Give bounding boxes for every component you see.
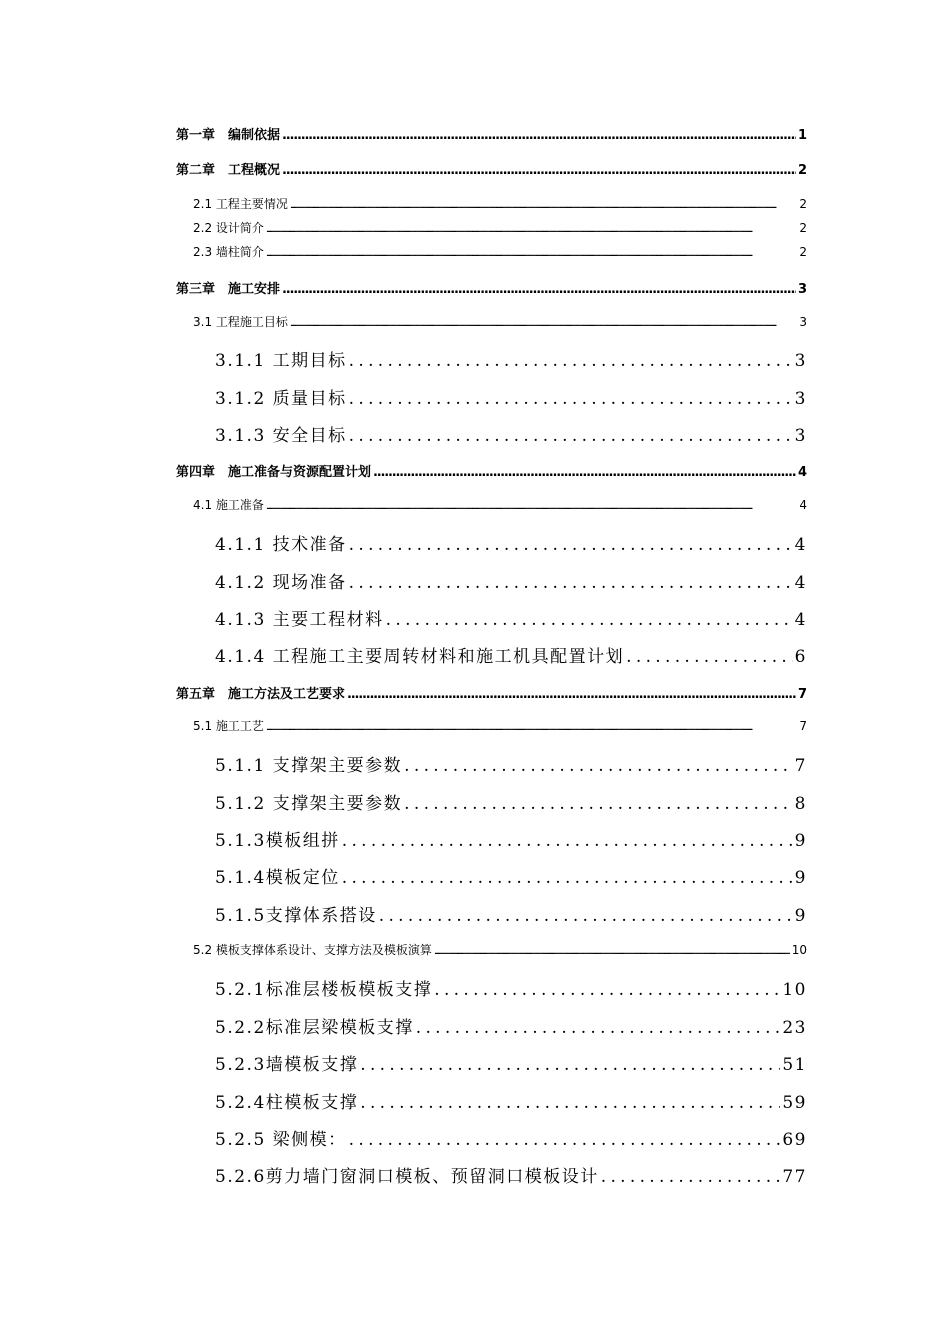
toc-dot-leader	[386, 610, 793, 630]
toc-entry-page-number: 10	[791, 943, 807, 957]
toc-dot-leader	[290, 318, 797, 329]
toc-entry[interactable]	[215, 901, 807, 926]
toc-dot-leader	[416, 1018, 781, 1038]
toc-entry-title: 第三章 施工安排	[176, 282, 281, 297]
toc-dot-leader	[342, 831, 793, 851]
toc-dot-leader	[266, 722, 797, 733]
toc-entry-title: 5.1.5支撑体系搭设	[215, 906, 377, 926]
toc-entry-page-number: 4	[794, 573, 807, 593]
toc-entry-title: 3.1.1 工期目标	[215, 351, 347, 371]
toc-entry-title: 5.2.2标准层梁模板支撑	[215, 1018, 414, 1038]
toc-entry[interactable]	[176, 278, 807, 297]
toc-entry-page-number: 3	[794, 426, 807, 446]
toc-entry-title: 5.2.4柱模板支撑	[215, 1093, 359, 1113]
toc-dot-leader	[349, 1130, 781, 1150]
toc-entry-page-number: 4	[797, 465, 807, 480]
toc-entry-page-number: 1	[797, 128, 807, 143]
toc-entry-title: 2.3 墙柱简介	[193, 245, 264, 259]
toc-entry-page-number: 77	[782, 1167, 807, 1187]
toc-entry[interactable]	[193, 313, 807, 330]
toc-entry[interactable]	[193, 243, 807, 260]
toc-entry-page-number: 8	[794, 794, 807, 814]
toc-entry-page-number: 9	[794, 868, 807, 888]
toc-entry[interactable]	[215, 421, 807, 446]
toc-entry-page-number: 3	[794, 351, 807, 371]
toc-entry-page-number: 9	[794, 831, 807, 851]
toc-entry[interactable]	[193, 195, 807, 212]
toc-dot-leader	[266, 248, 797, 259]
toc-entry-title: 3.1.3 安全目标	[215, 426, 347, 446]
toc-entry-title: 3.1 工程施工目标	[193, 315, 288, 329]
toc-dot-leader	[360, 1093, 780, 1113]
toc-entry[interactable]	[215, 346, 807, 371]
toc-entry-page-number: 3	[794, 389, 807, 409]
toc-entry-title: 第四章 施工准备与资源配置计划	[176, 465, 372, 480]
toc-entry-title: 4.1.4 工程施工主要周转材料和施工机具配置计划	[215, 647, 625, 667]
toc-entry-page-number: 51	[782, 1055, 807, 1075]
toc-entry-title: 5.2.3墙模板支撑	[215, 1055, 359, 1075]
toc-entry[interactable]	[215, 1050, 807, 1075]
toc-dot-leader	[266, 224, 797, 235]
toc-dot-leader	[290, 200, 797, 211]
toc-dot-leader	[373, 465, 796, 480]
toc-entry-title: 5.2.1标准层楼板模板支撑	[215, 980, 433, 1000]
toc-dot-leader	[379, 906, 793, 926]
toc-dot-leader	[349, 351, 793, 371]
toc-entry-page-number: 7	[797, 687, 807, 702]
toc-dot-leader	[266, 501, 797, 512]
toc-entry[interactable]	[215, 1088, 807, 1113]
toc-entry-page-number: 7	[794, 756, 807, 776]
toc-entry-title: 第一章 编制依据	[176, 128, 281, 143]
toc-entry-page-number: 7	[799, 719, 807, 733]
toc-dot-leader	[404, 794, 793, 814]
toc-entry-page-number: 4	[794, 610, 807, 630]
toc-entry[interactable]	[215, 1162, 807, 1187]
toc-entry-title: 5.1.2 支撑架主要参数	[215, 794, 403, 814]
toc-dot-leader	[342, 868, 793, 888]
toc-entry[interactable]	[176, 683, 807, 702]
toc-entry[interactable]	[215, 863, 807, 888]
toc-dot-leader	[434, 946, 790, 957]
toc-entry-page-number: 4	[799, 498, 807, 512]
toc-entry[interactable]	[176, 124, 807, 143]
toc-entry-page-number: 69	[782, 1130, 807, 1150]
toc-entry[interactable]	[176, 461, 807, 480]
toc-entry-title: 第五章 施工方法及工艺要求	[176, 687, 346, 702]
toc-entry-title: 5.2 模板支撑体系设计、支撑方法及模板演算	[193, 943, 432, 957]
toc-entry-page-number: 2	[799, 221, 807, 235]
toc-entry-title: 5.1 施工工艺	[193, 719, 264, 733]
toc-dot-leader	[282, 282, 796, 297]
toc-entry[interactable]	[193, 717, 807, 734]
toc-entry[interactable]	[215, 826, 807, 851]
toc-entry-title: 4.1.1 技术准备	[215, 535, 347, 555]
toc-entry-page-number: 2	[799, 245, 807, 259]
toc-entry[interactable]	[176, 159, 807, 178]
toc-entry-page-number: 2	[797, 163, 807, 178]
toc-dot-leader	[404, 756, 793, 776]
toc-dot-leader	[349, 426, 793, 446]
toc-entry[interactable]	[215, 605, 807, 630]
toc-entry[interactable]	[215, 789, 807, 814]
toc-dot-leader	[360, 1055, 780, 1075]
toc-entry-title: 第二章 工程概况	[176, 163, 281, 178]
toc-dot-leader	[601, 1167, 781, 1187]
toc-entry[interactable]	[193, 496, 807, 513]
toc-entry-page-number: 10	[782, 980, 807, 1000]
toc-entry-page-number: 2	[799, 197, 807, 211]
toc-entry-title: 4.1.3 主要工程材料	[215, 610, 384, 630]
toc-dot-leader	[349, 573, 793, 593]
toc-entry-page-number: 9	[794, 906, 807, 926]
toc-dot-leader	[349, 535, 793, 555]
toc-entry-title: 5.1.3模板组拼	[215, 831, 340, 851]
toc-entry-page-number: 3	[797, 282, 807, 297]
toc-dot-leader	[282, 128, 796, 143]
toc-dot-leader	[349, 389, 793, 409]
toc-dot-leader	[626, 647, 793, 667]
toc-entry-title: 4.1.2 现场准备	[215, 573, 347, 593]
toc-entry[interactable]	[215, 568, 807, 593]
toc-dot-leader	[434, 980, 780, 1000]
toc-entry[interactable]	[215, 975, 807, 1000]
toc-entry-title: 5.2.6剪力墙门窗洞口模板、预留洞口模板设计	[215, 1167, 599, 1187]
toc-entry-title: 5.2.5 梁侧模：	[215, 1130, 347, 1150]
toc-entry-title: 5.1.1 支撑架主要参数	[215, 756, 403, 776]
toc-entry-title: 3.1.2 质量目标	[215, 389, 347, 409]
toc-entry-title: 2.1 工程主要情况	[193, 197, 288, 211]
toc-dot-leader	[282, 163, 796, 178]
toc-entry-title: 4.1 施工准备	[193, 498, 264, 512]
toc-entry[interactable]	[215, 642, 807, 667]
toc-entry-title: 5.1.4模板定位	[215, 868, 340, 888]
toc-entry[interactable]	[193, 941, 807, 958]
toc-entry[interactable]	[193, 219, 807, 236]
toc-entry[interactable]	[215, 1013, 807, 1038]
toc-entry[interactable]	[215, 530, 807, 555]
toc-entry-page-number: 4	[794, 535, 807, 555]
toc-entry-page-number: 3	[799, 315, 807, 329]
toc-entry[interactable]	[215, 384, 807, 409]
toc-entry[interactable]	[215, 751, 807, 776]
toc-entry[interactable]	[215, 1125, 807, 1150]
toc-dot-leader	[347, 687, 796, 702]
toc-entry-page-number: 6	[794, 647, 807, 667]
toc-entry-page-number: 59	[782, 1093, 807, 1113]
toc-entry-title: 2.2 设计简介	[193, 221, 264, 235]
toc-entry-page-number: 23	[782, 1018, 807, 1038]
